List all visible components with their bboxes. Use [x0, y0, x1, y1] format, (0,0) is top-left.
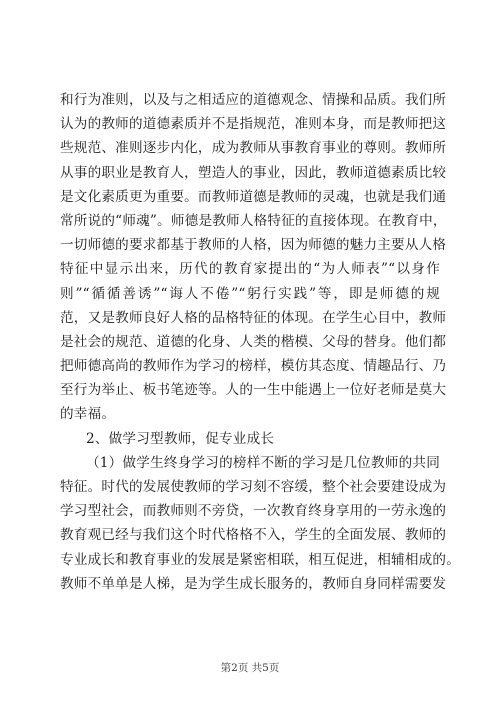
text-line: （1）做学生终身学习的榜样不断的学习是几位教师的共同	[86, 454, 440, 471]
text-line: 范，又是教师良好人格的品格特征的体现。在学生心目中，教师	[60, 309, 447, 326]
page-number: 第2页 共5页	[220, 662, 280, 674]
document-body	[60, 88, 461, 596]
text-line: 是社会的规范、道德的化身、人类的楷模、父母的替身。他们都	[60, 333, 447, 350]
text-line: 从事的职业是教育人，塑造人的事业，因此，教师道德素质比较	[60, 164, 447, 181]
text-line: 专业成长和教育事业的发展是紧密相联，相互促进，相辅相成的。	[60, 551, 461, 568]
text-line: 是文化素质更为重要。而教师道德是教师的灵魂，也就是我们通	[60, 188, 447, 205]
text-line: 的幸福。	[60, 406, 116, 423]
text-line: 些规范、准则逐步内化，成为教师从事教育事业的尊则。教师所	[60, 140, 447, 157]
text-line: 特征中显示出来，历代的教育家提出的“为人师表”“以身作	[60, 261, 440, 278]
text-line: 常所说的“师魂”。师德是教师人格特征的直接体现。在教育中，	[60, 212, 447, 229]
text-line: 至行为举止、板书笔迹等。人的一生中能遇上一位好老师是莫大	[60, 382, 447, 399]
text-line: 一切师德的要求都基于教师的人格，因为师德的魅力主要从人格	[60, 237, 447, 254]
text-line: 和行为准则，以及与之相适应的道德观念、情操和品质。我们所	[60, 92, 447, 108]
section-heading: 2、做学习型教师，促专业成长	[86, 430, 275, 447]
text-line: 则”“循循善诱”“诲人不倦”“躬行实践”等，即是师德的规	[60, 285, 440, 302]
text-line: 认为的教师的道德素质并不是指规范，准则本身，而是教师把这	[60, 116, 447, 133]
text-line: 特征。时代的发展使教师的学习刻不容缓，整个社会要建设成为	[60, 479, 447, 495]
text-line: 学习型社会，而教师则不旁贷，一次教育终身享用的一劳永逸的	[60, 503, 447, 520]
text-line: 教师不单单是人梯，是为学生成长服务的，教师自身同样需要发	[60, 575, 447, 592]
text-line: 把师德高尚的教师作为学习的榜样，模仿其态度、情趣品行、乃	[60, 358, 447, 375]
text-line: 教育观已经与我们这个时代格格不入，学生的全面发展、教师的	[60, 527, 447, 544]
